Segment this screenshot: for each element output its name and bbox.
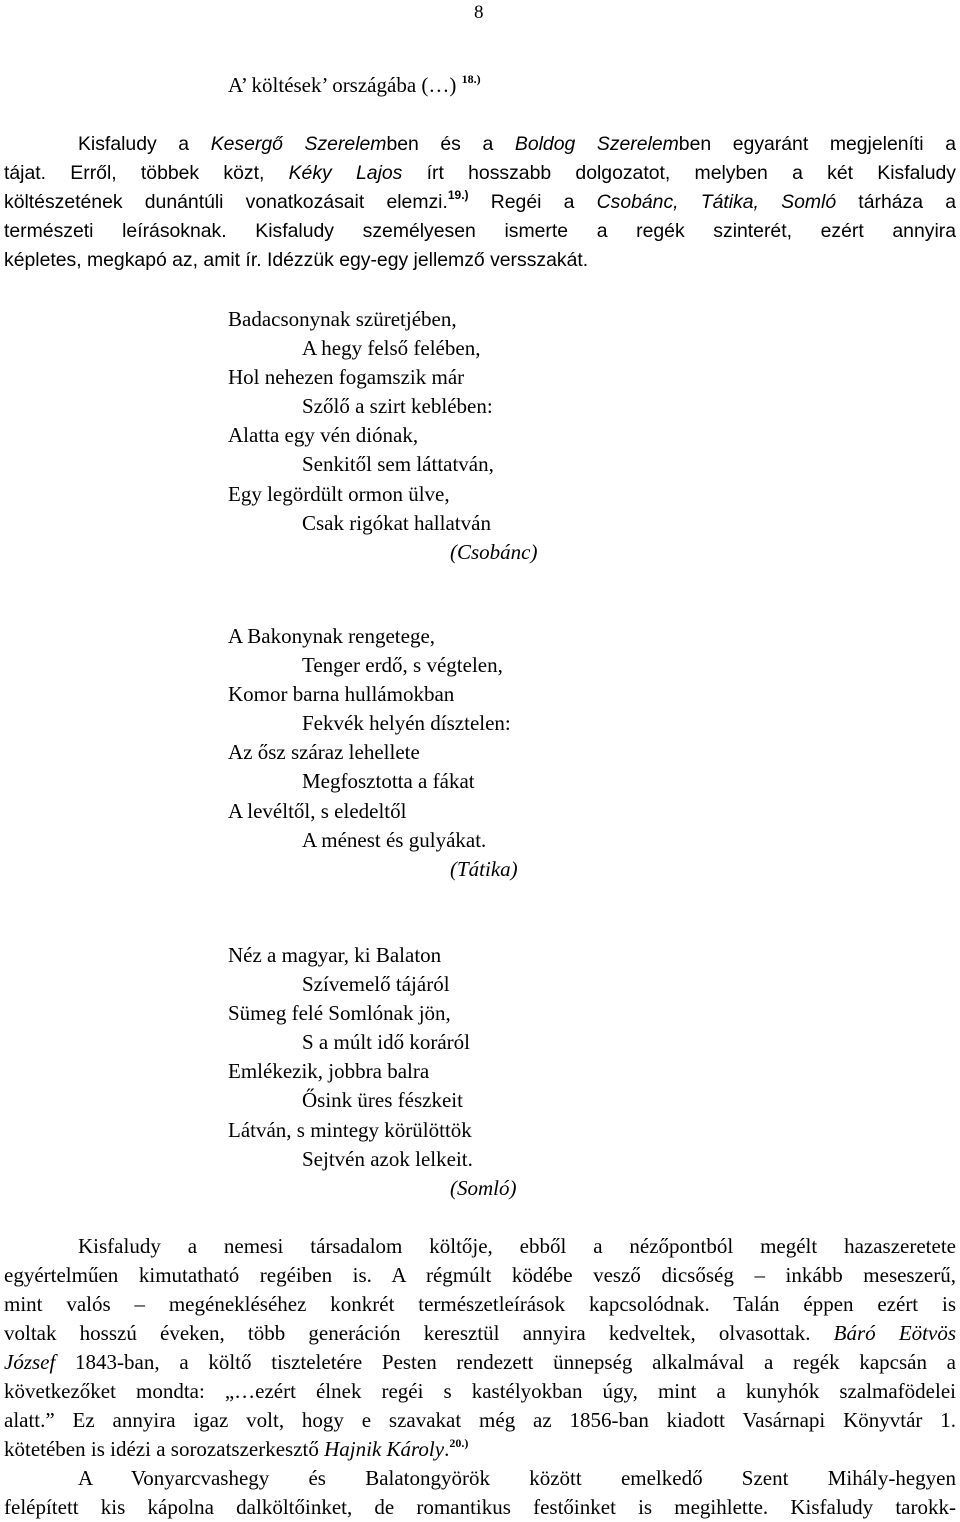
verse-line: Az ősz száraz lehellete: [228, 740, 420, 765]
verse-line: A Bakonynak rengetege,: [228, 624, 436, 648]
page-number: 8: [474, 2, 484, 23]
intro-line-3: költészetének dunántúli vonatkozásait elemzi.$^{19.)}$ Regéi a Csobánc, Tátika, Somló tárháza a: [4, 188, 956, 213]
verse-csobanc: [228, 305, 538, 567]
verse-line: Hol nehezen fogamszik már: [228, 365, 465, 390]
closing-line-7: alatt.” Ez annyira igaz volt, hogy e szavakat még az 1856-ban kiadott Vasárnapi Könyvtár 1.: [4, 1408, 956, 1432]
verse-line: Ősink üres fészkeit: [302, 1088, 463, 1113]
verse-line: Tenger erdő, s végtelen,: [302, 653, 503, 678]
verse-line: Megfosztotta a fákat: [302, 769, 475, 794]
footnote-ref-19: 19.): [447, 188, 469, 202]
person-eotvos: Báró Eötvös: [833, 1321, 957, 1345]
verse-line: Emlékezik, jobbra balra: [228, 1059, 430, 1084]
intro-paragraph: [4, 130, 956, 275]
verse-line: A levéltől, s eledeltől: [228, 798, 407, 823]
verse-line: Badacsonynak szüretjében,: [228, 307, 457, 331]
last-paragraph: [4, 1464, 956, 1522]
verse-line: Csak rigókat hallatván: [302, 510, 491, 535]
verse-line: A hegy felső felében,: [302, 336, 481, 361]
place-names: Csobánc, Tátika, Somló: [596, 191, 837, 213]
closing-line-3: mint valós – megénekléséhez konkrét természetleírások kapcsolódnak. Talán éppen ezért is: [4, 1292, 956, 1316]
closing-line-6: következőket mondta: „…ezért élnek regéi s kastélyokban úgy, mint a kunyhók szalmafödelei: [4, 1379, 956, 1403]
verse-line: Egy legördült ormon ülve,: [228, 481, 450, 506]
verse-source: (Csobánc): [450, 539, 538, 564]
footnote-ref-18: 18.): [461, 72, 481, 86]
verse-source: (Tátika): [450, 856, 518, 881]
intro-line-4: természeti leírásoknak. Kisfaludy személyesen ismerte a regék szinterét, ezért annyira: [4, 220, 956, 242]
intro-line-1: Kisfaludy a Kesergő Szerelemben és a Boldog Szerelemben egyaránt megjeleníti a: [78, 133, 956, 155]
intro-line-2: tájat. Erről, többek közt, Kéky Lajos írt hosszabb dolgozatot, melyben a két Kisfaludy: [4, 162, 956, 184]
closing-line-5: József 1843-ban, a költő tiszteletére Pesten rendezett ünnepség alkalmával a regék kapcsán a: [4, 1350, 956, 1374]
closing-line-8: kötetében is idézi a sorozatszerkesztő Hajnik Károly.$^{20.)}$: [4, 1436, 469, 1461]
verse-line: Néz a magyar, ki Balaton: [228, 943, 442, 967]
verse-tatika: [228, 622, 518, 884]
verse-source: (Somló): [450, 1175, 517, 1200]
chapter-title-text: A’ költések’ országába (…): [228, 73, 457, 97]
work-title-boldog: Boldog Szerelem: [514, 133, 679, 155]
verse-line: Szívemelő tájáról: [302, 972, 450, 997]
verse-somlo: [228, 941, 517, 1203]
work-title-kesergo: Kesergő Szerelem: [210, 133, 387, 155]
verse-line: Látván, s mintegy körülöttök: [228, 1117, 472, 1142]
verse-line: A ménest és gulyákat.: [302, 827, 487, 852]
closing-line-4: voltak hosszú éveken, több generáción keresztül annyira kedveltek, olvasottak. Báró Eötvös: [4, 1321, 957, 1345]
closing-line-1: Kisfaludy a nemesi társadalom költője, ebből a nézőpontból megélt hazaszeretete: [78, 1234, 956, 1258]
closing-line-2: egyértelműen kimutatható regéiben is. A régmúlt ködébe vesző dicsőség – inkább meseszerű,: [4, 1263, 956, 1287]
last-line-2: felépített kis kápolna dalköltőinket, de romantikus festőinket is megihlette. Kisfaludy tarokk-: [4, 1495, 956, 1519]
intro-line-5: képletes, megkapó az, amit ír. Idézzük egy-egy jellemző versszakát.: [4, 249, 589, 271]
verse-line: Komor barna hullámokban: [228, 682, 455, 707]
footnote-ref-20: 20.): [449, 1436, 469, 1450]
verse-line: S a múlt idő koráról: [302, 1030, 470, 1055]
last-line-1: A Vonyarcvashegy és Balatongyörök között emelkedő Szent Mihály-hegyen: [78, 1466, 956, 1490]
verse-line: Sümeg felé Somlónak jön,: [228, 1001, 451, 1026]
verse-line: Sejtvén azok lelkeit.: [302, 1146, 473, 1171]
verse-line: Szőlő a szirt keblében:: [302, 394, 493, 419]
verse-line: Alatta egy vén diónak,: [228, 423, 419, 448]
closing-paragraph: [4, 1232, 956, 1464]
author-keky: Kéky Lajos: [288, 162, 403, 184]
verse-line: Fekvék helyén dísztelen:: [302, 711, 511, 736]
person-hajnik: Hajnik Károly: [324, 1437, 445, 1461]
verse-line: Senkitől sem láttatván,: [302, 452, 494, 477]
person-eotvos-cont: József: [4, 1350, 56, 1374]
chapter-title: [228, 73, 481, 98]
